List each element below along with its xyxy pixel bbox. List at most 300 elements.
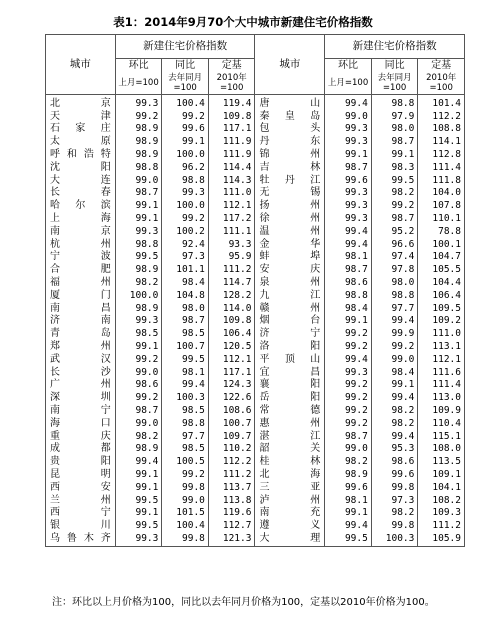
mom-right-cell: 99.3 xyxy=(325,135,372,148)
base-right-cell: 101.4 xyxy=(418,95,465,110)
base-right-cell: 105.5 xyxy=(418,263,465,276)
base-left-cell: 121.3 xyxy=(208,532,255,546)
city-right-cell: 锦 州 xyxy=(255,148,325,161)
city-right-cell: 无 锡 xyxy=(255,187,325,200)
base-right-cell: 111.4 xyxy=(418,161,465,174)
yoy-right-cell: 98.8 xyxy=(371,289,418,302)
city-left-cell: 上 海 xyxy=(46,212,116,225)
city-left-cell: 深 圳 xyxy=(46,391,116,404)
mom-header-left: 环比 xyxy=(115,59,162,73)
table-row xyxy=(46,353,465,366)
base-left-cell: 100.7 xyxy=(208,417,255,430)
mom-left-cell: 98.9 xyxy=(115,123,162,136)
table-row xyxy=(46,404,465,417)
yoy-right-cell: 99.8 xyxy=(371,519,418,532)
base-right-cell: 104.0 xyxy=(418,187,465,200)
table-row xyxy=(46,225,465,238)
mom-left-cell: 98.6 xyxy=(115,379,162,392)
city-right-cell: 牡 丹 江 xyxy=(255,174,325,187)
mom-left-cell: 99.1 xyxy=(115,340,162,353)
yoy-right-cell: 98.0 xyxy=(371,276,418,289)
yoy-left-cell: 100.5 xyxy=(162,455,209,468)
table-row xyxy=(46,263,465,276)
city-right-cell: 泉 州 xyxy=(255,276,325,289)
base-left-cell: 112.1 xyxy=(208,199,255,212)
base-left-cell: 111.2 xyxy=(208,468,255,481)
yoy-right-cell: 95.2 xyxy=(371,225,418,238)
footnote: 注：环比以上月价格为100，同比以去年同月价格为100，定基以2010年价格为100。 xyxy=(52,597,435,608)
base-left-cell: 117.1 xyxy=(208,123,255,136)
base-left-cell: 120.5 xyxy=(208,340,255,353)
table-row xyxy=(46,366,465,379)
city-left-cell: 广 州 xyxy=(46,379,116,392)
yoy-left-cell: 100.4 xyxy=(162,95,209,110)
city-left-cell: 石 家 庄 xyxy=(46,123,116,136)
base-right-cell: 115.1 xyxy=(418,430,465,443)
table-row xyxy=(46,455,465,468)
base-left-cell: 114.7 xyxy=(208,276,255,289)
mom-right-cell: 99.1 xyxy=(325,315,372,328)
mom-left-cell: 99.3 xyxy=(115,95,162,110)
base-right-cell: 110.1 xyxy=(418,212,465,225)
base-right-cell: 113.0 xyxy=(418,391,465,404)
mom-left-cell: 99.2 xyxy=(115,353,162,366)
base-right-cell: 111.6 xyxy=(418,366,465,379)
yoy-left-cell: 100.3 xyxy=(162,391,209,404)
base-left-cell: 119.4 xyxy=(208,95,255,110)
mom-right-cell: 99.6 xyxy=(325,481,372,494)
table-row xyxy=(46,174,465,187)
yoy-left-cell: 99.3 xyxy=(162,187,209,200)
city-right-cell: 包 头 xyxy=(255,123,325,136)
mom-right-cell: 99.2 xyxy=(325,340,372,353)
city-right-cell: 常 德 xyxy=(255,404,325,417)
yoy-left-cell: 99.6 xyxy=(162,123,209,136)
table-row xyxy=(46,161,465,174)
city-left-cell: 西 宁 xyxy=(46,507,116,520)
city-right-cell: 湛 江 xyxy=(255,430,325,443)
yoy-left-cell: 99.5 xyxy=(162,353,209,366)
yoy-left-cell: 99.0 xyxy=(162,494,209,507)
table-row xyxy=(46,95,465,110)
base-right-cell: 108.2 xyxy=(418,494,465,507)
city-left-cell: 天 津 xyxy=(46,110,116,123)
yoy-left-cell: 98.8 xyxy=(162,174,209,187)
mom-right-cell: 99.4 xyxy=(325,238,372,251)
yoy-left-cell: 104.8 xyxy=(162,289,209,302)
yoy-left-cell: 99.4 xyxy=(162,379,209,392)
base-right-cell: 109.5 xyxy=(418,302,465,315)
yoy-left-cell: 98.7 xyxy=(162,315,209,328)
mom-right-cell: 99.3 xyxy=(325,199,372,212)
base-right-cell: 111.0 xyxy=(418,327,465,340)
city-right-cell: 蚌 埠 xyxy=(255,251,325,264)
base-left-cell: 109.8 xyxy=(208,315,255,328)
city-right-cell: 三 亚 xyxy=(255,481,325,494)
city-left-cell: 青 岛 xyxy=(46,327,116,340)
table-row xyxy=(46,315,465,328)
mom-left-cell: 98.9 xyxy=(115,148,162,161)
base-left-cell: 124.3 xyxy=(208,379,255,392)
base-left-cell: 111.1 xyxy=(208,225,255,238)
mom-left-cell: 98.9 xyxy=(115,263,162,276)
table-row xyxy=(46,494,465,507)
base-left-cell: 112.1 xyxy=(208,353,255,366)
mom-left-cell: 99.1 xyxy=(115,507,162,520)
table-row xyxy=(46,110,465,123)
city-left-cell: 哈 尔 滨 xyxy=(46,199,116,212)
mom-left-cell: 98.7 xyxy=(115,404,162,417)
table-row xyxy=(46,276,465,289)
yoy-right-cell: 97.9 xyxy=(371,110,418,123)
base-right-cell: 109.9 xyxy=(418,404,465,417)
table-row xyxy=(46,340,465,353)
city-right-cell: 泸 州 xyxy=(255,494,325,507)
yoy-left-cell: 99.2 xyxy=(162,110,209,123)
mom-left-cell: 99.3 xyxy=(115,225,162,238)
mom-right-cell: 98.2 xyxy=(325,455,372,468)
city-left-cell: 银 川 xyxy=(46,519,116,532)
city-right-cell: 济 宁 xyxy=(255,327,325,340)
yoy-right-cell: 98.7 xyxy=(371,135,418,148)
table-row xyxy=(46,430,465,443)
mom-right-cell: 99.3 xyxy=(325,123,372,136)
yoy-left-cell: 99.1 xyxy=(162,135,209,148)
city-right-cell: 九 江 xyxy=(255,289,325,302)
mom-right-cell: 99.2 xyxy=(325,404,372,417)
city-right-cell: 韶 关 xyxy=(255,443,325,456)
yoy-left-cell: 98.8 xyxy=(162,417,209,430)
yoy-right-cell: 99.8 xyxy=(371,481,418,494)
mom-left-cell: 98.2 xyxy=(115,276,162,289)
base-left-cell: 122.6 xyxy=(208,391,255,404)
city-left-cell: 贵 阳 xyxy=(46,455,116,468)
table-row xyxy=(46,391,465,404)
price-index-table xyxy=(45,34,465,547)
mom-right-cell: 99.6 xyxy=(325,174,372,187)
yoy-right-cell: 97.4 xyxy=(371,251,418,264)
base-right-cell: 112.2 xyxy=(418,110,465,123)
mom-right-cell: 99.3 xyxy=(325,187,372,200)
city-right-cell: 惠 州 xyxy=(255,417,325,430)
yoy-header-left: 同比 xyxy=(162,59,209,73)
base-right-cell: 100.1 xyxy=(418,238,465,251)
base-left-cell: 111.9 xyxy=(208,148,255,161)
mom-left-cell: 98.9 xyxy=(115,302,162,315)
mom-right-cell: 99.4 xyxy=(325,519,372,532)
base-left-cell: 106.4 xyxy=(208,327,255,340)
yoy-left-cell: 98.5 xyxy=(162,327,209,340)
yoy-left-cell: 99.2 xyxy=(162,212,209,225)
city-left-cell: 杭 州 xyxy=(46,238,116,251)
base-left-cell: 109.7 xyxy=(208,430,255,443)
base-right-cell: 112.1 xyxy=(418,353,465,366)
mom-right-cell: 99.2 xyxy=(325,391,372,404)
yoy-right-cell: 98.7 xyxy=(371,212,418,225)
yoy-right-cell: 99.1 xyxy=(371,379,418,392)
base-left-cell: 111.2 xyxy=(208,263,255,276)
mom-right-cell: 99.3 xyxy=(325,366,372,379)
mom-right-cell: 98.1 xyxy=(325,494,372,507)
table-row xyxy=(46,481,465,494)
city-left-cell: 南 宁 xyxy=(46,404,116,417)
city-left-cell: 南 京 xyxy=(46,225,116,238)
city-right-cell: 大 理 xyxy=(255,532,325,546)
yoy-left-cell: 96.2 xyxy=(162,161,209,174)
table-row xyxy=(46,417,465,430)
city-right-cell: 吉 林 xyxy=(255,161,325,174)
mom-left-cell: 99.3 xyxy=(115,315,162,328)
yoy-right-cell: 99.9 xyxy=(371,327,418,340)
base-left-cell: 112.2 xyxy=(208,455,255,468)
city-right-cell: 温 州 xyxy=(255,225,325,238)
city-left-cell: 北 京 xyxy=(46,95,116,110)
base-right-cell: 110.4 xyxy=(418,417,465,430)
table-row xyxy=(46,507,465,520)
city-left-cell: 大 连 xyxy=(46,174,116,187)
yoy-right-cell: 96.6 xyxy=(371,238,418,251)
city-right-cell: 扬 州 xyxy=(255,199,325,212)
mom-right-cell: 98.8 xyxy=(325,289,372,302)
base-header-right: 定基 xyxy=(418,59,465,73)
city-left-cell: 海 口 xyxy=(46,417,116,430)
mom-header-right: 环比 xyxy=(325,59,372,73)
city-left-cell: 郑 州 xyxy=(46,340,116,353)
yoy-right-cell: 98.2 xyxy=(371,187,418,200)
city-right-cell: 洛 阳 xyxy=(255,340,325,353)
mom-right-cell: 99.4 xyxy=(325,353,372,366)
table-row xyxy=(46,212,465,225)
yoy-right-cell: 97.3 xyxy=(371,494,418,507)
yoy-left-cell: 98.1 xyxy=(162,366,209,379)
base-left-cell: 93.3 xyxy=(208,238,255,251)
city-right-cell: 徐 州 xyxy=(255,212,325,225)
mom-right-cell: 99.0 xyxy=(325,110,372,123)
yoy-right-cell: 99.2 xyxy=(371,199,418,212)
base-left-cell: 114.3 xyxy=(208,174,255,187)
base-right-cell: 104.4 xyxy=(418,276,465,289)
city-right-cell: 襄 阳 xyxy=(255,379,325,392)
city-left-cell: 太 原 xyxy=(46,135,116,148)
yoy-right-cell: 97.8 xyxy=(371,263,418,276)
base-left-cell: 95.9 xyxy=(208,251,255,264)
yoy-right-cell: 98.0 xyxy=(371,123,418,136)
table-body xyxy=(46,95,465,547)
base-right-cell: 111.8 xyxy=(418,174,465,187)
mom-right-cell: 99.5 xyxy=(325,532,372,546)
yoy-right-cell: 99.4 xyxy=(371,391,418,404)
mom-left-cell: 99.5 xyxy=(115,251,162,264)
city-left-cell: 宁 波 xyxy=(46,251,116,264)
city-left-cell: 乌鲁木齐 xyxy=(46,532,116,546)
yoy-right-cell: 98.4 xyxy=(371,366,418,379)
yoy-right-cell: 95.3 xyxy=(371,443,418,456)
city-left-cell: 成 都 xyxy=(46,443,116,456)
city-header-left: 城市 xyxy=(46,35,116,95)
yoy-right-cell: 99.5 xyxy=(371,174,418,187)
table-row xyxy=(46,199,465,212)
mom-subheader-left: 上月=100 xyxy=(115,72,162,95)
yoy-right-cell: 98.6 xyxy=(371,455,418,468)
mom-left-cell: 98.8 xyxy=(115,238,162,251)
index-group-header-right: 新建住宅价格指数 xyxy=(325,35,465,59)
base-right-cell: 109.3 xyxy=(418,507,465,520)
mom-right-cell: 99.2 xyxy=(325,379,372,392)
city-left-cell: 重 庆 xyxy=(46,430,116,443)
mom-left-cell: 99.4 xyxy=(115,455,162,468)
yoy-left-cell: 98.5 xyxy=(162,404,209,417)
mom-left-cell: 99.2 xyxy=(115,110,162,123)
mom-left-cell: 99.0 xyxy=(115,366,162,379)
table-row xyxy=(46,148,465,161)
table-row xyxy=(46,379,465,392)
base-right-cell: 111.4 xyxy=(418,379,465,392)
base-right-cell: 104.1 xyxy=(418,481,465,494)
yoy-left-cell: 100.2 xyxy=(162,225,209,238)
base-left-cell: 117.2 xyxy=(208,212,255,225)
base-left-cell: 108.6 xyxy=(208,404,255,417)
city-left-cell: 福 州 xyxy=(46,276,116,289)
index-group-header-left: 新建住宅价格指数 xyxy=(115,35,255,59)
mom-left-cell: 99.5 xyxy=(115,519,162,532)
city-left-cell: 沈 阳 xyxy=(46,161,116,174)
yoy-left-cell: 99.2 xyxy=(162,468,209,481)
base-left-cell: 111.0 xyxy=(208,187,255,200)
city-left-cell: 济 南 xyxy=(46,315,116,328)
base-right-cell: 108.0 xyxy=(418,443,465,456)
mom-left-cell: 99.1 xyxy=(115,481,162,494)
yoy-left-cell: 100.0 xyxy=(162,199,209,212)
city-right-cell: 赣 州 xyxy=(255,302,325,315)
yoy-subheader-right: 去年同月=100 xyxy=(371,72,418,95)
yoy-right-cell: 99.4 xyxy=(371,430,418,443)
mom-right-cell: 98.1 xyxy=(325,251,372,264)
city-right-cell: 唐 山 xyxy=(255,95,325,110)
yoy-left-cell: 101.1 xyxy=(162,263,209,276)
base-subheader-right: 2010年=100 xyxy=(418,72,465,95)
city-left-cell: 长 沙 xyxy=(46,366,116,379)
city-left-cell: 厦 门 xyxy=(46,289,116,302)
mom-right-cell: 99.1 xyxy=(325,148,372,161)
mom-right-cell: 99.4 xyxy=(325,95,372,110)
base-right-cell: 108.8 xyxy=(418,123,465,136)
base-right-cell: 109.2 xyxy=(418,315,465,328)
yoy-left-cell: 98.4 xyxy=(162,276,209,289)
city-right-cell: 平 顶 山 xyxy=(255,353,325,366)
yoy-left-cell: 92.4 xyxy=(162,238,209,251)
city-left-cell: 呼和浩特 xyxy=(46,148,116,161)
mom-left-cell: 100.0 xyxy=(115,289,162,302)
city-right-cell: 金 华 xyxy=(255,238,325,251)
mom-right-cell: 99.1 xyxy=(325,507,372,520)
yoy-right-cell: 99.4 xyxy=(371,315,418,328)
base-right-cell: 114.1 xyxy=(418,135,465,148)
table-row xyxy=(46,302,465,315)
yoy-right-cell: 98.2 xyxy=(371,417,418,430)
table-title: 表1：2014年9月70个大中城市新建住宅价格指数 xyxy=(113,15,373,29)
base-right-cell: 113.5 xyxy=(418,455,465,468)
yoy-right-cell: 98.8 xyxy=(371,95,418,110)
city-header-right: 城市 xyxy=(255,35,325,95)
city-right-cell: 宜 昌 xyxy=(255,366,325,379)
city-right-cell: 丹 东 xyxy=(255,135,325,148)
city-left-cell: 兰 州 xyxy=(46,494,116,507)
table-row xyxy=(46,532,465,546)
mom-right-cell: 98.7 xyxy=(325,263,372,276)
mom-right-cell: 98.7 xyxy=(325,430,372,443)
table-row xyxy=(46,443,465,456)
table-row xyxy=(46,123,465,136)
mom-right-cell: 99.4 xyxy=(325,225,372,238)
mom-right-cell: 99.2 xyxy=(325,417,372,430)
mom-left-cell: 98.5 xyxy=(115,327,162,340)
base-left-cell: 128.2 xyxy=(208,289,255,302)
yoy-header-right: 同比 xyxy=(371,59,418,73)
table-row xyxy=(46,519,465,532)
city-left-cell: 昆 明 xyxy=(46,468,116,481)
yoy-left-cell: 98.5 xyxy=(162,443,209,456)
yoy-right-cell: 99.1 xyxy=(371,148,418,161)
city-left-cell: 南 昌 xyxy=(46,302,116,315)
mom-right-cell: 99.3 xyxy=(325,212,372,225)
base-right-cell: 106.4 xyxy=(418,289,465,302)
yoy-left-cell: 100.7 xyxy=(162,340,209,353)
base-right-cell: 109.1 xyxy=(418,468,465,481)
yoy-right-cell: 98.2 xyxy=(371,507,418,520)
mom-left-cell: 99.3 xyxy=(115,532,162,546)
yoy-right-cell: 98.3 xyxy=(371,161,418,174)
yoy-left-cell: 98.0 xyxy=(162,302,209,315)
mom-left-cell: 99.1 xyxy=(115,199,162,212)
mom-left-cell: 98.9 xyxy=(115,443,162,456)
table-row xyxy=(46,289,465,302)
base-left-cell: 119.6 xyxy=(208,507,255,520)
base-left-cell: 109.8 xyxy=(208,110,255,123)
base-left-cell: 114.4 xyxy=(208,161,255,174)
yoy-right-cell: 99.6 xyxy=(371,468,418,481)
yoy-left-cell: 99.8 xyxy=(162,481,209,494)
mom-left-cell: 98.9 xyxy=(115,135,162,148)
yoy-left-cell: 99.8 xyxy=(162,532,209,546)
table-row xyxy=(46,327,465,340)
city-right-cell: 北 海 xyxy=(255,468,325,481)
yoy-left-cell: 100.4 xyxy=(162,519,209,532)
base-left-cell: 111.9 xyxy=(208,135,255,148)
mom-subheader-right: 上月=100 xyxy=(325,72,372,95)
yoy-left-cell: 97.7 xyxy=(162,430,209,443)
mom-left-cell: 98.2 xyxy=(115,430,162,443)
base-left-cell: 112.7 xyxy=(208,519,255,532)
table-row xyxy=(46,187,465,200)
city-left-cell: 西 安 xyxy=(46,481,116,494)
yoy-right-cell: 98.2 xyxy=(371,404,418,417)
base-right-cell: 104.7 xyxy=(418,251,465,264)
city-left-cell: 长 春 xyxy=(46,187,116,200)
yoy-left-cell: 101.5 xyxy=(162,507,209,520)
yoy-left-cell: 100.0 xyxy=(162,148,209,161)
mom-left-cell: 99.1 xyxy=(115,212,162,225)
table-row xyxy=(46,251,465,264)
mom-right-cell: 98.9 xyxy=(325,468,372,481)
mom-left-cell: 99.0 xyxy=(115,174,162,187)
mom-right-cell: 99.0 xyxy=(325,443,372,456)
table-row xyxy=(46,135,465,148)
base-right-cell: 112.8 xyxy=(418,148,465,161)
mom-right-cell: 99.2 xyxy=(325,327,372,340)
yoy-subheader-left: 去年同月=100 xyxy=(162,72,209,95)
city-right-cell: 遵 义 xyxy=(255,519,325,532)
mom-left-cell: 98.8 xyxy=(115,161,162,174)
